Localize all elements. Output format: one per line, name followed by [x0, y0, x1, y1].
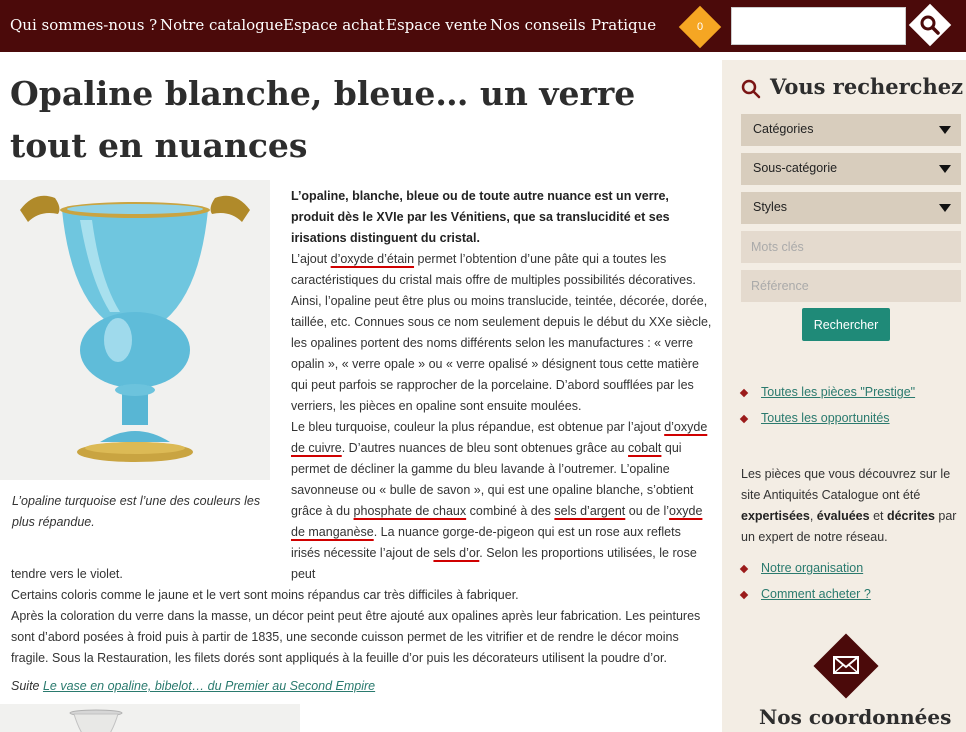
next-article-thumbnail[interactable] — [0, 704, 300, 732]
article-paragraph-3: tendre vers le violet. — [11, 567, 123, 581]
nav-espace-achat[interactable]: Espace achat — [283, 16, 385, 34]
nav-notre-catalogue[interactable]: Notre catalogue — [160, 16, 284, 34]
page-title: Opaline blanche, bleue… un verre tout en nuances — [10, 74, 636, 165]
select-styles[interactable]: Styles — [741, 192, 961, 224]
caret-down-icon — [939, 165, 951, 173]
image-caption: L’opaline turquoise est l’une des couleurs les plus répandue. — [12, 494, 261, 529]
highlight-phosphate-chaux: phosphate de chaux — [353, 504, 467, 518]
link-comment-acheter[interactable]: Comment acheter ? — [761, 587, 871, 601]
sidebar-title: Vous recherchez — [770, 74, 964, 99]
search-icon — [740, 78, 762, 100]
cart-count-badge[interactable]: 0 — [696, 21, 704, 33]
article-paragraph-2: Le bleu turquoise, couleur la plus répandue, est obtenue par l’ajout d’oxyde de cuivre. D’autres nuances de bleu sont obtenues grâce au cobalt qui permet de décliner la gamme du bleu lavande à l’outremer. L’opaline savonneuse ou « bulle de savon », qui est une opaline blanche, s’obtient grâce à du phosphate de chaux combiné à des sels d’argent ou de l’oxyde de manganèse. La nuance gorge-de-pigeon qui est un rose aux reflets irisés nécessite l’ajout de sels d’or. Selon les proportions utilisées, le rose peut — [291, 420, 708, 581]
article-paragraph-1: L’ajout d’oxyde d’étain permet l’obtention d’une pâte qui a toutes les caractéristiques du cristal mais offre de multiples possibilités décoratives. Ainsi, l’opaline peut être plus ou moins translucide, teintée, décorée, dorée, taillée, etc. Connues sous ce nom seulement depuis le début du XXe siècle, les opalines portent des noms différents selon les manufactures : « verre opalin », « verre opale » ou « verre opalisé » désignent tous cette matière qui peut parfois se rapprocher de la porcelaine. D’abord soufflées par les verriers, les pièces en opaline sont ensuite moulées. — [291, 252, 712, 413]
select-sous-categorie[interactable]: Sous-catégorie — [741, 153, 961, 185]
keywords-input[interactable] — [741, 231, 961, 263]
article-paragraph-5: Après la coloration du verre dans la masse, un décor peint peut être ajouté aux opalines après leur fabrication. Les peintures sont d’abord posées à froid puis à partir de 1835, une seconde cuisson permet de les vitrifier et de rendre le décor moins fragile. Sous la Restauration, les filets dorés sont appliqués à la feuille d’or puis les décorateurs utilisent la poudre d’or. — [11, 609, 701, 665]
link-notre-organisation[interactable]: Notre organisation — [761, 561, 864, 575]
contact-title: Nos coordonnées — [759, 705, 952, 729]
link-opportunites[interactable]: Toutes les opportunités — [761, 411, 890, 425]
link-prestige[interactable]: Toutes les pièces "Prestige" — [761, 385, 916, 399]
article-body — [291, 186, 713, 585]
reference-input[interactable] — [741, 270, 961, 302]
highlight-oxyde-cuivre: d’oxyde de cuivre — [291, 420, 708, 455]
suite-line: Suite Le vase en opaline, bibelot… du Premier au Second Empire — [11, 679, 376, 693]
highlight-cobalt: cobalt — [628, 441, 662, 455]
caret-down-icon — [939, 204, 951, 212]
nav-espace-vente[interactable]: Espace vente — [386, 16, 488, 34]
highlight-sels-argent: sels d’argent — [554, 504, 626, 518]
suite-link[interactable]: Le vase en opaline, bibelot… du Premier au Second Empire — [42, 679, 376, 693]
highlight-oxyde-manganese: oxyde de manganèse — [291, 504, 703, 539]
opaline-vase-image — [0, 180, 270, 480]
article-lead: L’opaline, blanche, bleue ou de toute autre nuance est un verre, produit dès le XVIe par les Vénitiens, que sa translucidité et ses irisations distinguent du cristal. — [291, 189, 670, 245]
nav-qui-sommes-nous[interactable]: Qui sommes-nous ? — [10, 16, 158, 34]
sidebar-info-text: Les pièces que vous découvrez sur le site Antiquités Catalogue ont été expertisées, évaluées et décrites par un expert de notre réseau. — [741, 467, 957, 544]
search-submit-button[interactable]: Rechercher — [802, 308, 890, 341]
article-continuation — [11, 564, 711, 669]
mail-icon[interactable] — [832, 654, 860, 676]
highlight-sels-or: sels d’or — [433, 546, 480, 560]
highlight-oxyde-etain: d’oxyde d’étain — [330, 252, 415, 266]
caret-down-icon — [939, 126, 951, 134]
nav-nos-conseils[interactable]: Nos conseils — [490, 16, 586, 34]
nav-pratique[interactable]: Pratique — [591, 16, 657, 34]
article-paragraph-4: Certains coloris comme le jaune et le vert sont moins répandus car très difficiles à fabriquer. — [11, 588, 519, 602]
select-categories[interactable]: Catégories — [741, 114, 961, 146]
search-icon[interactable] — [915, 10, 945, 40]
header-search-input[interactable] — [731, 7, 906, 45]
